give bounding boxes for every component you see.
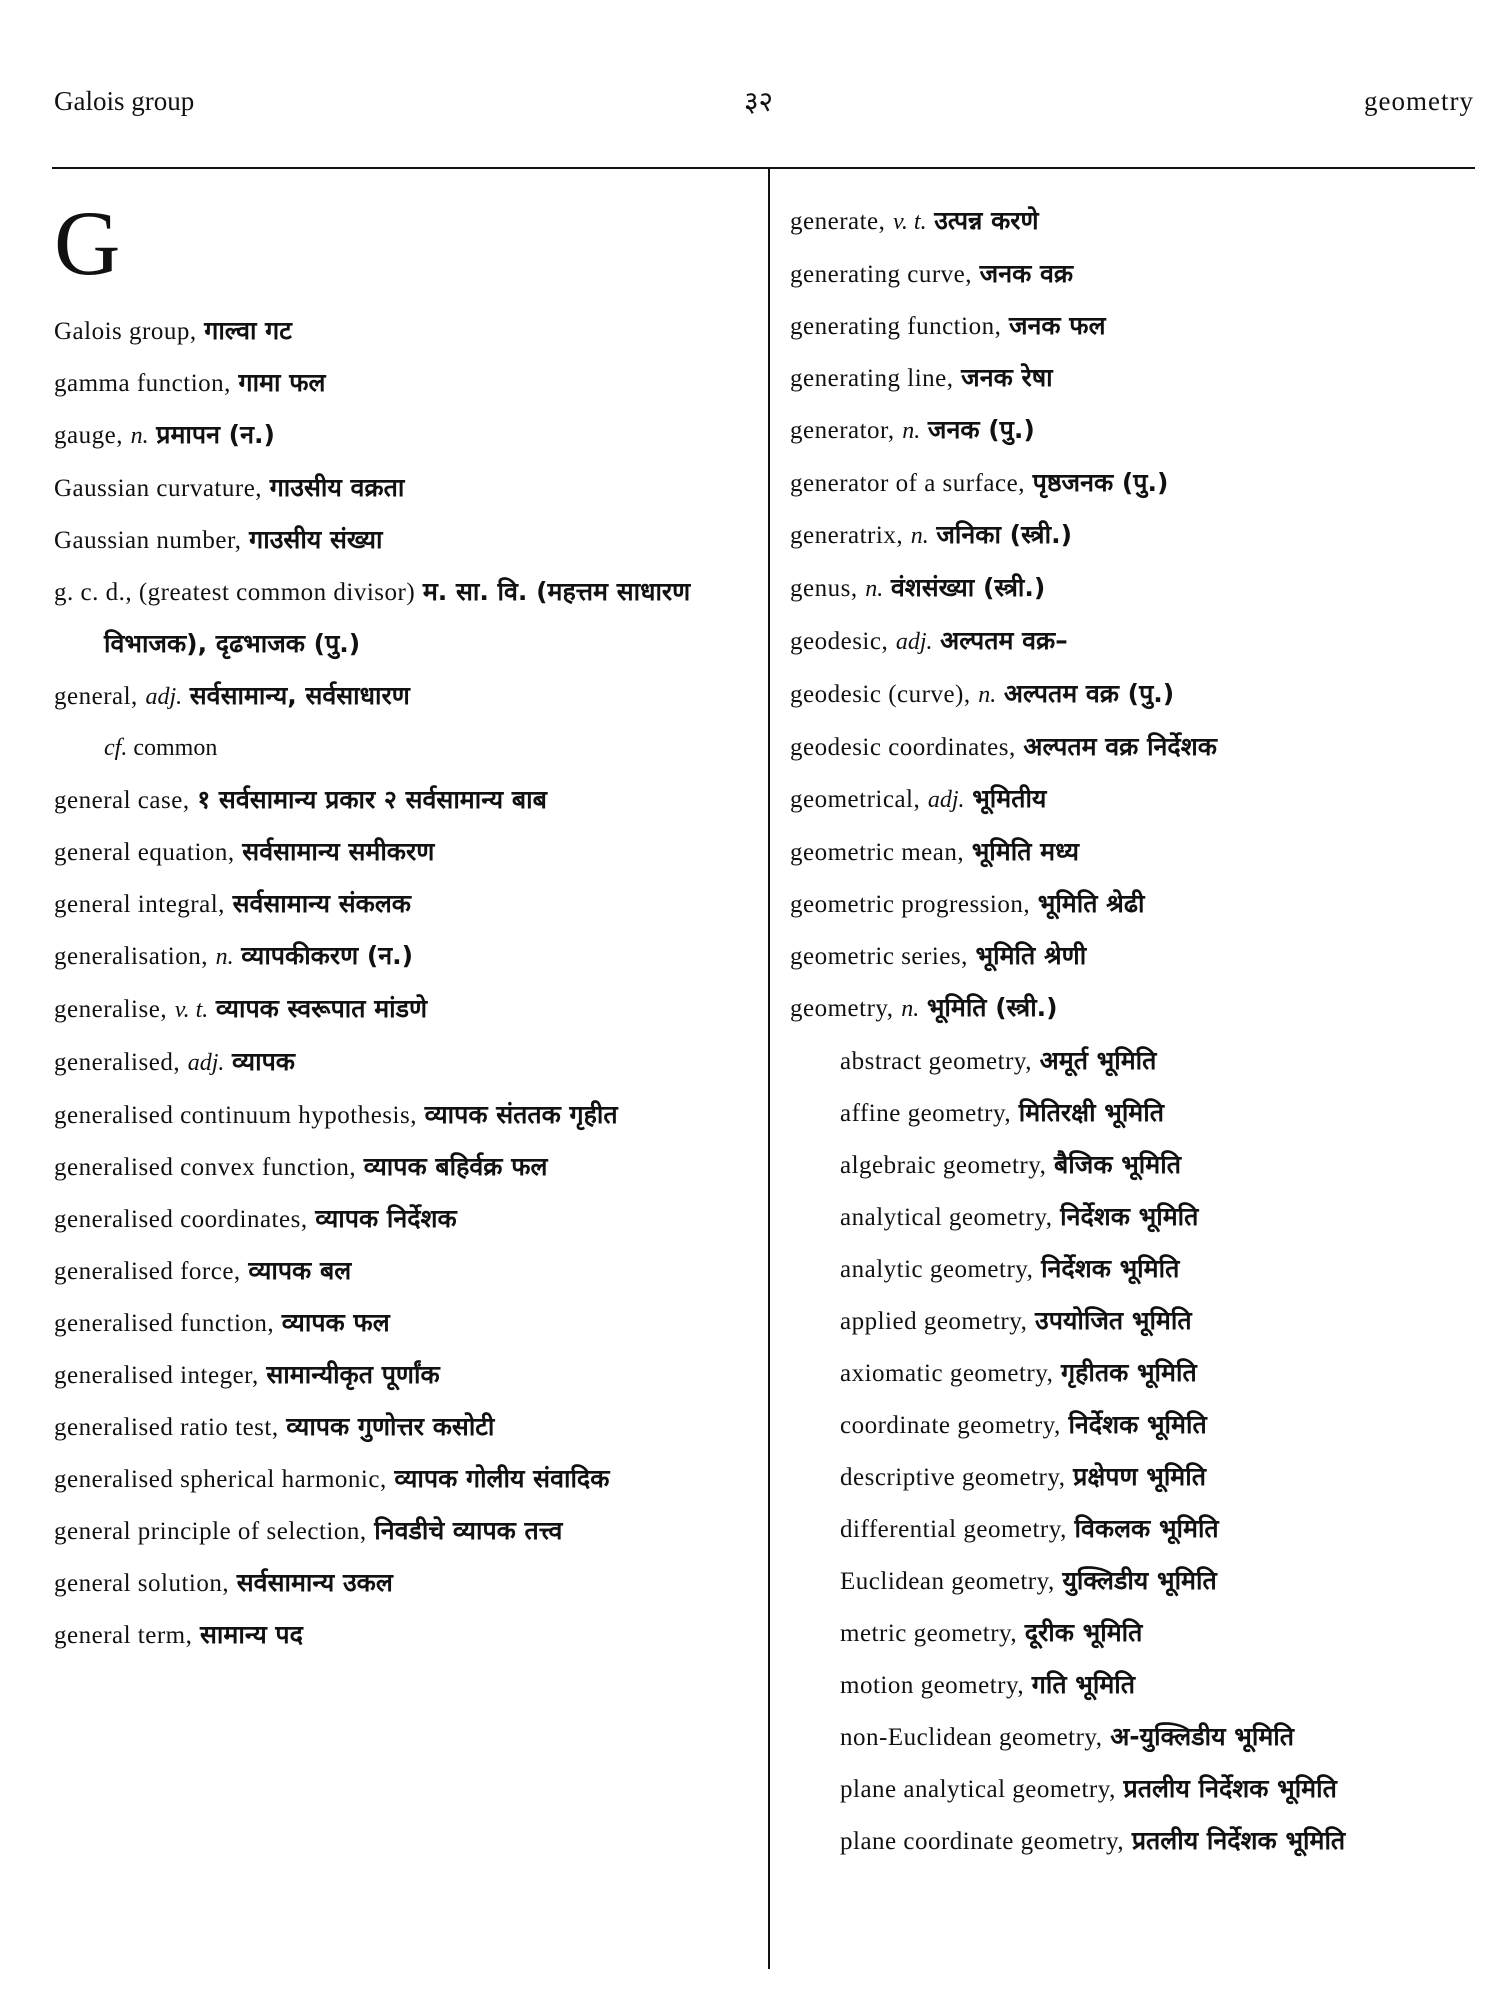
entry-term: geodesic, [790, 628, 889, 655]
entry-term: descriptive geometry, [840, 1464, 1066, 1491]
entry-term: plane analytical geometry, [840, 1776, 1116, 1803]
dictionary-entry [54, 1557, 744, 1609]
entry-term: generating line, [790, 365, 954, 392]
entry-term: g. c. d., (greatest common divisor) [54, 579, 416, 606]
marathi-equivalent: भूमिति मध्य [971, 837, 1080, 866]
marathi-equivalent: व्यापक बहिर्वक्र फल [363, 1152, 548, 1181]
part-of-speech: adj. [927, 787, 965, 813]
entry-term: metric geometry, [840, 1620, 1018, 1647]
marathi-equivalent: गति भूमिति [1031, 1670, 1135, 1699]
entry-term: generalised convex function, [54, 1154, 357, 1181]
entry-term: generalised ratio test, [54, 1414, 279, 1441]
dictionary-entry [54, 774, 744, 826]
marathi-equivalent: अ-युक्लिडीय भूमिति [1110, 1722, 1295, 1751]
marathi-equivalent: निर्देशक भूमिति [1068, 1410, 1207, 1439]
dictionary-entry [790, 457, 1480, 509]
subentry [840, 1659, 1480, 1711]
dictionary-entry [790, 300, 1480, 352]
subentry [840, 1451, 1480, 1503]
marathi-equivalent: उपयोजित भूमिति [1035, 1306, 1192, 1335]
marathi-equivalent: पृष्ठजनक (पु.) [1032, 468, 1169, 497]
dictionary-entry [790, 195, 1480, 248]
marathi-equivalent: प्रमापन (न.) [156, 420, 275, 449]
entry-term: general, [54, 683, 138, 710]
entry-term: plane coordinate geometry, [840, 1828, 1125, 1855]
subentry [840, 1399, 1480, 1451]
dictionary-entry [54, 514, 744, 566]
part-of-speech: n. [215, 944, 234, 970]
marathi-equivalent: सामान्य पद [200, 1620, 303, 1649]
subentry [840, 1243, 1480, 1295]
marathi-equivalent: अल्पतम वक्र– [940, 626, 1068, 655]
left-column [54, 192, 744, 1661]
subentry [840, 1191, 1480, 1243]
entry-term: generating function, [790, 313, 1002, 340]
entry-term: Euclidean geometry, [840, 1568, 1055, 1595]
entry-term: genus, [790, 575, 858, 602]
entry-term: analytic geometry, [840, 1256, 1034, 1283]
entry-term: geodesic (curve), [790, 681, 971, 708]
part-of-speech: n. [978, 682, 997, 708]
dictionary-entry [790, 668, 1480, 721]
part-of-speech: adj. [145, 684, 183, 710]
dictionary-entry [54, 1453, 744, 1505]
marathi-equivalent: भूमिति श्रेणी [975, 941, 1087, 970]
dictionary-entry [790, 562, 1480, 615]
dictionary-entry [54, 1297, 744, 1349]
entry-term: Galois group, [54, 318, 197, 345]
subentry [840, 1815, 1480, 1867]
dictionary-entry [54, 983, 744, 1036]
marathi-equivalent: व्यापक गुणोत्तर कसोटी [286, 1412, 495, 1441]
dictionary-entry [790, 248, 1480, 300]
cross-reference-term: common [133, 735, 218, 761]
subentry [840, 1087, 1480, 1139]
marathi-equivalent: सर्वसामान्य उकल [236, 1568, 393, 1597]
running-head [54, 86, 1474, 126]
marathi-equivalent: दूरीक भूमिति [1024, 1618, 1143, 1647]
marathi-equivalent: निवडीचे व्यापक तत्त्व [374, 1516, 563, 1545]
dictionary-entry [790, 509, 1480, 562]
entry-term: generate, [790, 208, 886, 235]
entry-term: axiomatic geometry, [840, 1360, 1054, 1387]
part-of-speech: adj. [187, 1050, 225, 1076]
entry-term: generating curve, [790, 261, 973, 288]
marathi-equivalent: व्यापक फल [281, 1308, 390, 1337]
dictionary-entry [54, 878, 744, 930]
dictionary-entry [54, 930, 744, 983]
entry-term: motion geometry, [840, 1672, 1025, 1699]
entry-term: generalised spherical harmonic, [54, 1466, 387, 1493]
entry-term: gamma function, [54, 370, 231, 397]
entry-term: non-Euclidean geometry, [840, 1724, 1103, 1751]
marathi-equivalent: प्रतलीय निर्देशक भूमिति [1123, 1774, 1337, 1803]
cf-label: cf. [104, 735, 128, 761]
dictionary-entry [54, 305, 744, 357]
entry-term: affine geometry, [840, 1100, 1012, 1127]
entry-term: general equation, [54, 839, 235, 866]
marathi-equivalent: भूमिति (स्त्री.) [926, 993, 1058, 1022]
entry-term: geometric progression, [790, 891, 1031, 918]
marathi-equivalent: सर्वसामान्य, सर्वसाधारण [189, 681, 410, 710]
part-of-speech: adj. [895, 629, 933, 655]
entry-term: generalised force, [54, 1258, 241, 1285]
entry-term: geometric series, [790, 943, 968, 970]
marathi-equivalent: प्रतलीय निर्देशक भूमिति [1131, 1826, 1346, 1855]
marathi-equivalent: सामान्यीकृत पूर्णांक [266, 1360, 440, 1389]
marathi-equivalent: अल्पतम वक्र निर्देशक [1023, 732, 1217, 761]
marathi-equivalent: म. सा. वि. (महत्तम साधारण विभाजक), दृढभाजक (पु.) [104, 577, 691, 658]
subentry [840, 1763, 1480, 1815]
marathi-equivalent: व्यापकीकरण (न.) [241, 941, 414, 970]
right-guide-word: geometry [1364, 86, 1474, 116]
entry-term: generator, [790, 417, 895, 444]
dictionary-entry [54, 409, 744, 462]
marathi-equivalent: जनिका (स्त्री.) [936, 520, 1073, 549]
entry-term: abstract geometry, [840, 1048, 1033, 1075]
entry-term: generalised continuum hypothesis, [54, 1102, 417, 1129]
entry-term: generalised coordinates, [54, 1206, 308, 1233]
marathi-equivalent: व्यापक गोलीय संवादिक [394, 1464, 610, 1493]
subentry [840, 1555, 1480, 1607]
entry-term: generalised function, [54, 1310, 275, 1337]
entry-term: generalised integer, [54, 1362, 259, 1389]
header-rule [52, 167, 1475, 169]
left-guide-word: Galois group [54, 86, 195, 116]
marathi-equivalent: गृहीतक भूमिति [1061, 1358, 1197, 1387]
marathi-equivalent: विकलक भूमिति [1074, 1514, 1219, 1543]
marathi-equivalent: भूमितीय [972, 784, 1047, 813]
part-of-speech: v. t. [893, 209, 927, 235]
dictionary-entry [54, 1141, 744, 1193]
marathi-equivalent: गाल्वा गट [204, 316, 292, 345]
marathi-equivalent: व्यापक स्वरूपात मांडणे [215, 994, 428, 1023]
entry-term: analytical geometry, [840, 1204, 1053, 1231]
entry-term: generalisation, [54, 943, 208, 970]
left-entry-list [54, 305, 744, 1661]
dictionary-entry [54, 670, 744, 723]
marathi-equivalent: गाउसीय वक्रता [269, 473, 405, 502]
entry-term: generator of a surface, [790, 470, 1025, 497]
marathi-equivalent: गाउसीय संख्या [249, 525, 383, 554]
marathi-equivalent: वंशसंख्या (स्त्री.) [890, 573, 1046, 602]
dictionary-entry [790, 404, 1480, 457]
subentry [840, 1347, 1480, 1399]
marathi-equivalent: जनक वक्र [979, 259, 1074, 288]
entry-term: applied geometry, [840, 1308, 1028, 1335]
part-of-speech: v. t. [174, 997, 209, 1023]
marathi-equivalent: गामा फल [238, 368, 326, 397]
marathi-equivalent: बैजिक भूमिति [1054, 1150, 1181, 1179]
marathi-equivalent: व्यापक निर्देशक [315, 1204, 457, 1233]
entry-term: Gaussian curvature, [54, 475, 263, 502]
dictionary-entry [54, 1401, 744, 1453]
dictionary-entry [54, 1036, 744, 1089]
subentry [840, 1295, 1480, 1347]
subentry [840, 1035, 1480, 1087]
dictionary-entry [790, 930, 1480, 982]
dictionary-entry [54, 1089, 744, 1141]
entry-term: geometric mean, [790, 839, 965, 866]
entry-term: generatrix, [790, 522, 904, 549]
marathi-equivalent: व्यापक संततक गृहीत [424, 1100, 618, 1129]
subentry [840, 1139, 1480, 1191]
part-of-speech: n. [130, 423, 149, 449]
cross-reference [104, 723, 744, 774]
dictionary-entry [54, 1245, 744, 1297]
subentry [840, 1711, 1480, 1763]
marathi-equivalent: निर्देशक भूमिति [1060, 1202, 1199, 1231]
marathi-equivalent: सर्वसामान्य समीकरण [242, 837, 435, 866]
entry-term: coordinate geometry, [840, 1412, 1061, 1439]
dictionary-entry [790, 826, 1480, 878]
geometry-subentry-list [790, 1035, 1480, 1867]
entry-term: generalise, [54, 996, 168, 1023]
entry-term: Gaussian number, [54, 527, 242, 554]
dictionary-entry [54, 462, 744, 514]
marathi-equivalent: प्रक्षेपण भूमिति [1073, 1462, 1206, 1491]
marathi-equivalent: व्यापक [232, 1047, 295, 1076]
dictionary-entry [54, 1505, 744, 1557]
marathi-equivalent: अमूर्त भूमिति [1039, 1046, 1157, 1075]
entry-term: general term, [54, 1622, 193, 1649]
part-of-speech: n. [865, 576, 884, 602]
marathi-equivalent: निर्देशक भूमिति [1041, 1254, 1180, 1283]
marathi-equivalent: व्यापक बल [248, 1256, 352, 1285]
entry-term: gauge, [54, 422, 123, 449]
subentry [840, 1607, 1480, 1659]
entry-term: algebraic geometry, [840, 1152, 1047, 1179]
entry-term: differential geometry, [840, 1516, 1067, 1543]
dictionary-entry [54, 826, 744, 878]
dictionary-entry [790, 982, 1480, 1035]
dictionary-entry [790, 615, 1480, 668]
dictionary-entry [54, 357, 744, 409]
dictionary-entry [790, 878, 1480, 930]
dictionary-entry [54, 566, 744, 670]
entry-term: geometrical, [790, 786, 921, 813]
dictionary-entry [790, 352, 1480, 404]
page-number: ३२ [744, 85, 774, 118]
entry-term: generalised, [54, 1049, 181, 1076]
part-of-speech: n. [901, 996, 920, 1022]
dictionary-entry [54, 1349, 744, 1401]
part-of-speech: n. [910, 523, 929, 549]
part-of-speech: n. [902, 418, 921, 444]
dictionary-entry [54, 1609, 744, 1661]
marathi-equivalent: सर्वसामान्य संकलक [232, 889, 411, 918]
marathi-equivalent: जनक फल [1008, 311, 1106, 340]
entry-term: geodesic coordinates, [790, 734, 1016, 761]
dictionary-entry [790, 773, 1480, 826]
marathi-equivalent: १ सर्वसामान्य प्रकार २ सर्वसामान्य बाब [197, 785, 547, 814]
marathi-equivalent: भूमिति श्रेढी [1037, 889, 1145, 918]
entry-term: general solution, [54, 1570, 230, 1597]
marathi-equivalent: मितिरक्षी भूमिति [1018, 1098, 1164, 1127]
marathi-equivalent: जनक रेषा [961, 363, 1053, 392]
marathi-equivalent: उत्पन्न करणे [934, 206, 1039, 235]
entry-term: general case, [54, 787, 190, 814]
column-divider [768, 169, 770, 1969]
right-column [790, 195, 1480, 1867]
entry-term: general principle of selection, [54, 1518, 367, 1545]
entry-term: general integral, [54, 891, 225, 918]
entry-term: geometry, [790, 995, 894, 1022]
dictionary-entry [790, 721, 1480, 773]
section-letter: G [54, 192, 121, 294]
dictionary-entry [54, 1193, 744, 1245]
subentry [840, 1503, 1480, 1555]
marathi-equivalent: युक्लिडीय भूमिति [1062, 1566, 1217, 1595]
marathi-equivalent: जनक (पु.) [927, 415, 1035, 444]
marathi-equivalent: अल्पतम वक्र (पु.) [1003, 679, 1175, 708]
right-entry-list [790, 195, 1480, 1035]
